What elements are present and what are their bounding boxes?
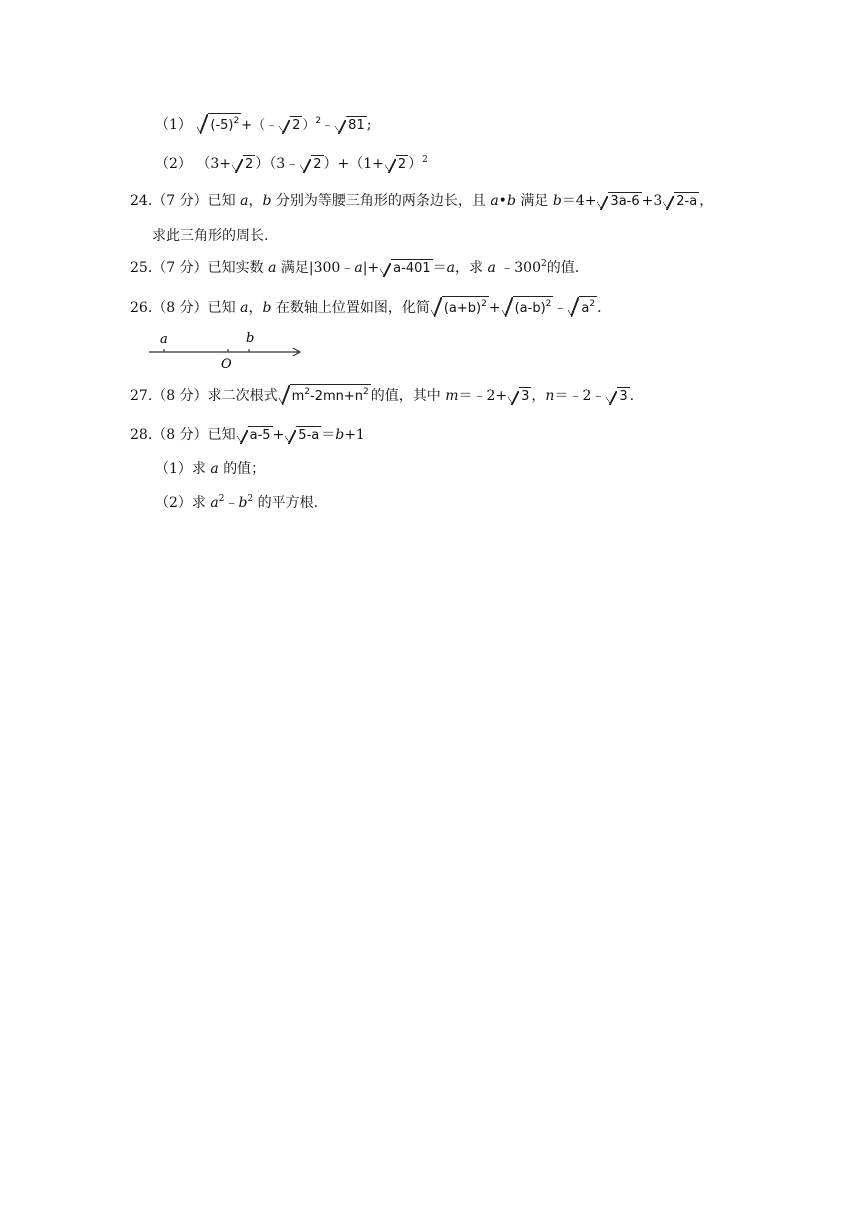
sqrt-expr: 2 bbox=[279, 116, 302, 136]
question-number: 25. bbox=[130, 260, 153, 276]
question-25: 25.（7 分）已知实数 a 满足|300﹣a|+ a-401 ＝a，求 a $﹣300^2$的值. bbox=[130, 258, 579, 279]
q23-part-1-label: （1） bbox=[155, 117, 192, 133]
question-number: 28. bbox=[130, 427, 153, 443]
q23-part-1: （1） $(-5)^2$ +（﹣ 2 ）$^2$﹣ 81 ; bbox=[155, 113, 371, 136]
question-score: （7 分） bbox=[152, 260, 208, 276]
sqrt-expr: 3 bbox=[606, 387, 629, 407]
question-26: 26.（8 分）已知 a，b 在数轴上位置如图，化简 $(a+b)^2 + (a-b)^2$ ﹣ $a^2$ . bbox=[130, 296, 602, 319]
question-number: 27. bbox=[130, 388, 153, 404]
axis-label-a: a bbox=[160, 332, 168, 347]
sqrt-expr: 2-a bbox=[663, 192, 699, 212]
sqrt-expr: a-401 bbox=[380, 259, 432, 279]
sqrt-expr: $m^2-2mn+n^2$ bbox=[279, 384, 371, 407]
sqrt-expr: 3a-6 bbox=[597, 192, 641, 212]
q23-part-2: （2） （3+ 2 ）（3﹣ 2 ）+（1+ 2 ）$^2$ bbox=[155, 154, 428, 175]
axis-label-origin: O bbox=[221, 357, 232, 372]
number-line-figure bbox=[145, 328, 310, 372]
question-score: （8 分） bbox=[152, 388, 208, 404]
sqrt-expr: $(a+b)^2$ bbox=[431, 296, 489, 319]
question-score: （8 分） bbox=[152, 300, 208, 316]
sqrt-expr: 2 bbox=[385, 155, 408, 175]
sqrt-expr: 2 bbox=[300, 155, 323, 175]
question-24: 24.（7 分）已知 a，b 分别为等腰三角形的两条边长，且 a•b 满足 b＝4+ 3a-6 +3 2-a ， bbox=[130, 191, 713, 212]
question-28: 28.（8 分）已知 a-5 + 5-a ＝b+1 bbox=[130, 425, 365, 446]
sqrt-expr: 5-a bbox=[285, 426, 321, 446]
question-score: （7 分） bbox=[152, 193, 208, 209]
sqrt-expr: 81 bbox=[335, 116, 367, 136]
q23-part-2-label: （2） bbox=[155, 156, 192, 172]
sqrt-expr: $a^2$ bbox=[568, 296, 597, 319]
sqrt-expr: $(a-b)^2$ bbox=[502, 296, 554, 319]
sqrt-expr: 3 bbox=[508, 387, 531, 407]
question-number: 26. bbox=[130, 300, 153, 316]
question-number: 24. bbox=[130, 193, 153, 209]
question-27: 27.（8 分）求二次根式 $m^2-2mn+n^2$ 的值，其中 m＝﹣2+ 3 ，n＝﹣2﹣ 3 . bbox=[130, 384, 634, 407]
sqrt-expr: $(-5)^2$ bbox=[197, 113, 241, 136]
question-score: （8 分） bbox=[152, 427, 208, 443]
q28-part-2: （2）求 $a^2﹣b^2$ 的平方根. bbox=[155, 494, 319, 511]
axis-label-b: b bbox=[246, 331, 255, 346]
sqrt-expr: a-5 bbox=[237, 426, 273, 446]
question-24-continuation: 求此三角形的周长. bbox=[152, 228, 269, 244]
q28-part-1: （1）求 a 的值； bbox=[155, 461, 266, 477]
sqrt-expr: 2 bbox=[232, 155, 255, 175]
